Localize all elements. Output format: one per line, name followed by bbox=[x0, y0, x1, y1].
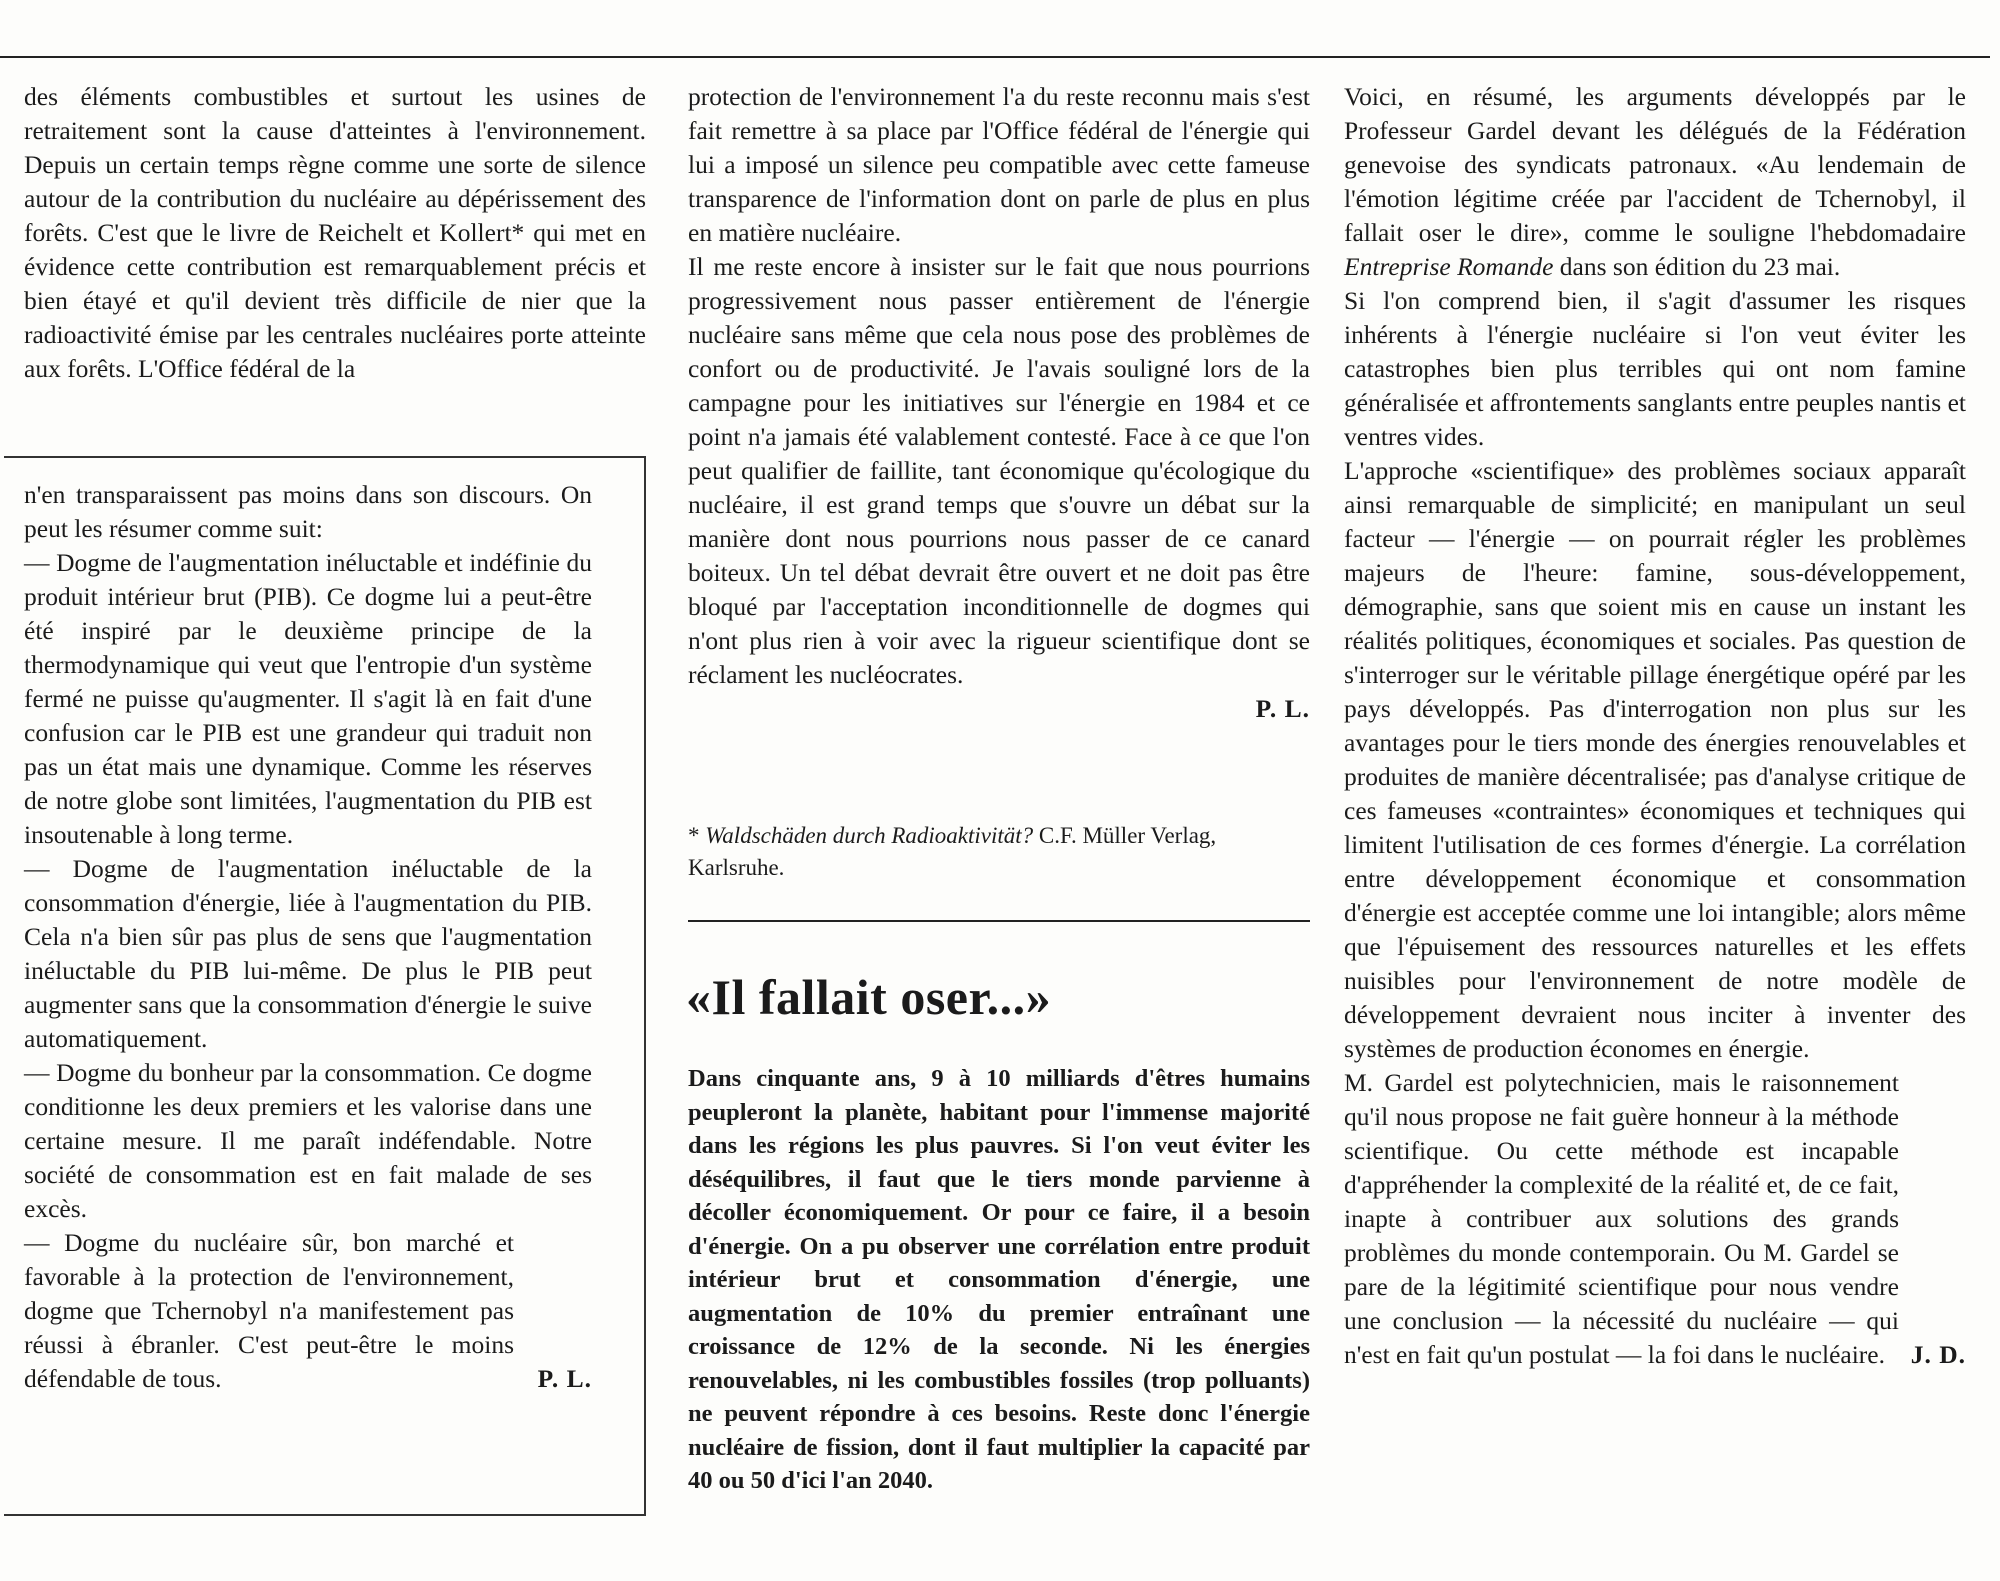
column-3-paragraph: M. Gardel est polytechnicien, mais le raisonnement qu'il nous propose ne fait guère honneur à la méthode scientifique. Ou cette méthode est incapable d'appréhender la complexité de la réalité et, de ce fait, inapte à contribuer aux solutions des grands problèmes du monde contemporain. Ou M. Gardel se pare de la légitimité scientifique pour nous vendre une conclusion — la nécessité du nucléaire — qui n'est en fait qu'un postulat — la foi dans le nucléaire. bbox=[1344, 1068, 1899, 1369]
signature: J. D. bbox=[1910, 1340, 1966, 1369]
publication-title: Entreprise Romande bbox=[1344, 252, 1554, 281]
section-rule bbox=[688, 920, 1310, 922]
footnote-publisher: C.F. Müller Verlag, Karlsruhe. bbox=[688, 823, 1217, 880]
column-2-paragraph: protection de l'environnement l'a du reste reconnu mais s'est fait remettre à sa place par l'Office fédéral de l'énergie qui lui a imposé un silence peu compatible avec cette fameuse transparence de l'information dont on parle de plus en plus en matière nucléaire. bbox=[688, 82, 1310, 247]
box-paragraph: — Dogme du nucléaire sûr, bon marché et favorable à la protection de l'environnement, dogme que Tchernobyl n'a manifestement pas réussi à ébranler. C'est peut-être le moins défendable de tous. bbox=[24, 1228, 514, 1393]
column-3-last bbox=[1344, 1066, 1966, 1372]
signature: P. L. bbox=[537, 1364, 592, 1393]
column-3-paragraph: Si l'on comprend bien, il s'agit d'assumer les risques inhérents à l'énergie nucléaire si l'on veut éviter les catastrophes bien plus terribles qui ont nom famine généralisée et affrontements sanglants entre peuples nantis et ventres vides. bbox=[1344, 286, 1966, 451]
signature: P. L. bbox=[1255, 694, 1310, 723]
box-paragraph: — Dogme de l'augmentation inéluctable et indéfinie du produit intérieur brut (PIB). Ce dogme lui a peut-être été inspiré par le deuxième principe de la thermodynamique qui veut que l'entropie d'un système fermé ne puisse qu'augmenter. Il s'agit là en fait d'une confusion car le PIB est une grandeur qui traduit non pas un état mais une dynamique. Comme les réserves de notre globe sont limitées, l'augmentation du PIB est insoutenable à long terme. bbox=[24, 548, 592, 849]
box-paragraph: n'en transparaissent pas moins dans son discours. On peut les résumer comme suit: bbox=[24, 480, 592, 543]
footnote bbox=[688, 820, 1310, 884]
footnote-book-title: Waldschäden durch Radioaktivität? bbox=[705, 823, 1034, 848]
article-headline: «Il fallait oser...» bbox=[686, 969, 1052, 1025]
top-rule bbox=[0, 56, 1990, 58]
column-2-text bbox=[688, 80, 1310, 726]
column-3-intro bbox=[1344, 80, 1966, 284]
column-3-text bbox=[1344, 80, 1966, 1372]
column-2-paragraph: Il me reste encore à insister sur le fait que nous pourrions progressivement nous passer entièrement de l'énergie nucléaire sans même que cela nous pose des problèmes de confort ou de productivité. Je l'avais souligné lors de la campagne pour les initiatives sur l'énergie en 1984 et ce point n'a jamais été valablement contesté. Face à ce que l'on peut qualifier de faillite, tant économique qu'écologique du nucléaire, il est grand temps que s'ouvre un débat sur la manière dont nous pourrions nous passer de ce canard boiteux. Un tel débat devrait être ouvert et ne doit pas être bloqué par l'acceptation inconditionnelle de dogmes qui n'ont plus rien à voir avec la rigueur scientifique dont se réclament les nucléocrates. bbox=[688, 252, 1310, 689]
column-1-text bbox=[24, 80, 646, 386]
column-1-paragraph: des éléments combustibles et surtout les usines de retraitement sont la cause d'atteintes à l'environnement. Depuis un certain temps règne comme une sorte de silence autour de la contribution du nucléaire au dépérissement des forêts. C'est que le livre de Reichelt et Kollert* qui met en évidence cette contribution est remarquablement précis et bien étayé et qu'il devient très difficile de nier que la radioactivité émise par les centrales nucléaires porte atteinte aux forêts. L'Office fédéral de la bbox=[24, 82, 646, 383]
intro-text: Voici, en résumé, les arguments développés par le Professeur Gardel devant les délégués de la Fédération genevoise des syndicats patronaux. «Au lendemain de l'émotion légitime créée par l'accident de Tchernobyl, il fallait oser le dire», comme le souligne l'hebdomadaire bbox=[1344, 82, 1966, 247]
column-3-paragraph: L'approche «scientifique» des problèmes sociaux apparaît ainsi remarquable de simplicité; en manipulant un seul facteur — l'énergie — on pourrait régler les problèmes majeurs de l'heure: famine, sous-développement, démographie, sans que soient mis en cause un instant les réalités politiques, économiques et sociales. Pas question de s'interroger sur le véritable pillage énergétique opéré par les pays développés. Pas d'interrogation non plus sur les avantages pour le tiers monde des énergies renouvelables et produites de manière décentralisée; pas d'analyse critique de ces fameuses «contraintes» économiques et techniques qui limitent l'utilisation de ces formes d'énergie. La corrélation entre développement économique et consommation d'énergie est acceptée comme une loi intangible; alors même que l'épuisement des ressources naturelles et les effets nuisibles pour l'environnement de notre modèle de développement devraient nous inciter à inventer des systèmes de production économes en énergie. bbox=[1344, 456, 1966, 1063]
signature-row bbox=[688, 692, 1310, 726]
box-paragraph: — Dogme de l'augmentation inéluctable de la consommation d'énergie, liée à l'augmentation du PIB. Cela n'a bien sûr pas plus de sens que l'augmentation inéluctable du PIB lui-même. De plus le PIB peut augmenter sans que la consommation d'énergie le suive automatiquement. bbox=[24, 854, 592, 1053]
footnote-marker: * bbox=[688, 823, 700, 848]
intro-text-end: dans son édition du 23 mai. bbox=[1553, 252, 1841, 281]
box-last-paragraph bbox=[24, 1226, 592, 1396]
dogmes-box-text bbox=[24, 478, 592, 1396]
article-lead: Dans cinquante ans, 9 à 10 milliards d'êtres humains peupleront la planète, habitant pour l'immense majorité dans les régions les plus pauvres. Si l'on veut éviter les déséquilibres, il faut que le tiers monde parvienne à décoller économiquement. Or pour ce faire, il a besoin d'énergie. On a pu observer une corrélation entre produit intérieur brut et consommation d'énergie, une augmentation de 10% du premier entraînant une croissance de 12% de la seconde. Ni les énergies renouvelables, ni les combustibles fossiles (trop polluants) ne peuvent répondre à ces besoins. Reste donc l'énergie nucléaire de fission, dont il faut multiplier la capacité par 40 ou 50 d'ici l'an 2040. bbox=[688, 1065, 1310, 1494]
box-paragraph: — Dogme du bonheur par la consommation. Ce dogme conditionne les deux premiers et les valorise dans une certaine mesure. Il me paraît indéfendable. Notre société de consommation est en fait malade de ses excès. bbox=[24, 1058, 592, 1223]
